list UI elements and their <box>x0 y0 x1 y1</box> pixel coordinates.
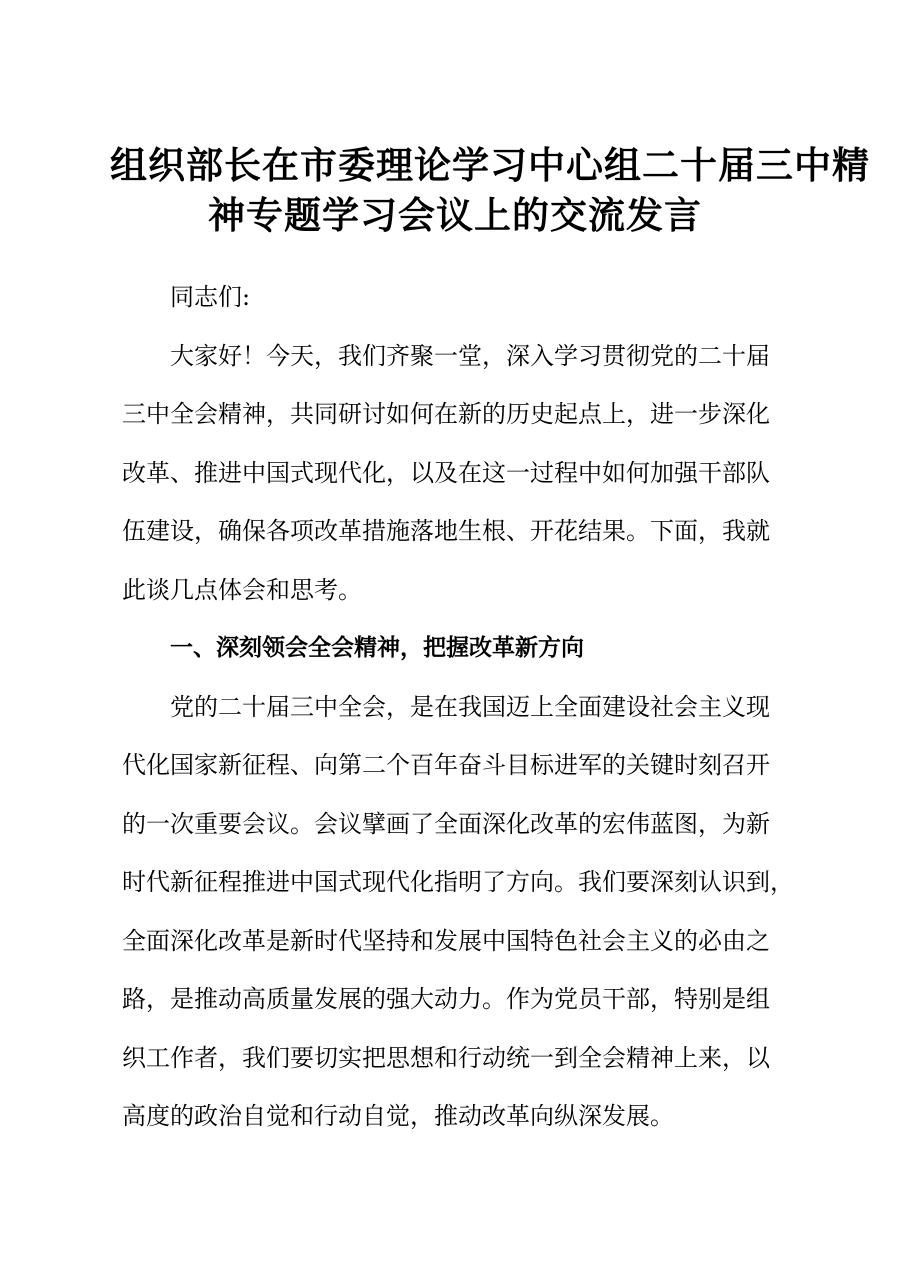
paragraph-line: 时代新征程推进中国式现代化指明了方向。我们要深刻认识到， <box>122 868 794 896</box>
title-line: 神专题学习会议上的交流发言 <box>208 193 702 237</box>
intro-paragraph <box>122 327 794 620</box>
paragraph-line: 党的二十届三中全会，是在我国迈上全面建设社会主义现 <box>170 692 770 721</box>
paragraph-line: 此谈几点体会和思考。 <box>122 575 362 604</box>
document-body <box>122 268 794 1146</box>
salutation: 同志们: <box>170 283 251 311</box>
paragraph-line: 代化国家新征程、向第二个百年奋斗目标进军的关键时刻召开 <box>122 751 770 779</box>
paragraph-line: 高度的政治自觉和行动自觉，推动改革向纵深发展。 <box>122 1102 674 1130</box>
paragraph-line: 织工作者，我们要切实把思想和行动统一到全会精神上来，以 <box>122 1043 770 1072</box>
section-heading: 一、深刻领会全会精神，把握改革新方向 <box>170 635 584 661</box>
paragraph-line: 大家好！今天，我们齐聚一堂，深入学习贯彻党的二十届 <box>170 341 770 370</box>
title-line: 组织部长在市委理论学习中心组二十届三中精 <box>110 143 870 187</box>
paragraph-line: 三中全会精神，共同研讨如何在新的历史起点上，进一步深化 <box>122 400 770 428</box>
section-paragraph <box>122 678 794 1146</box>
paragraph-line: 伍建设，确保各项改革措施落地生根、开花结果。下面，我就 <box>122 517 770 545</box>
document-title <box>110 140 870 240</box>
paragraph-line: 的一次重要会议。会议擘画了全面深化改革的宏伟蓝图，为新 <box>122 809 770 838</box>
paragraph-line: 改革、推进中国式现代化，以及在这一过程中如何加强干部队 <box>122 458 770 487</box>
paragraph-line: 全面深化改革是新时代坚持和发展中国特色社会主义的必由之 <box>122 926 770 955</box>
paragraph-line: 路，是推动高质量发展的强大动力。作为党员干部，特别是组 <box>122 985 770 1013</box>
